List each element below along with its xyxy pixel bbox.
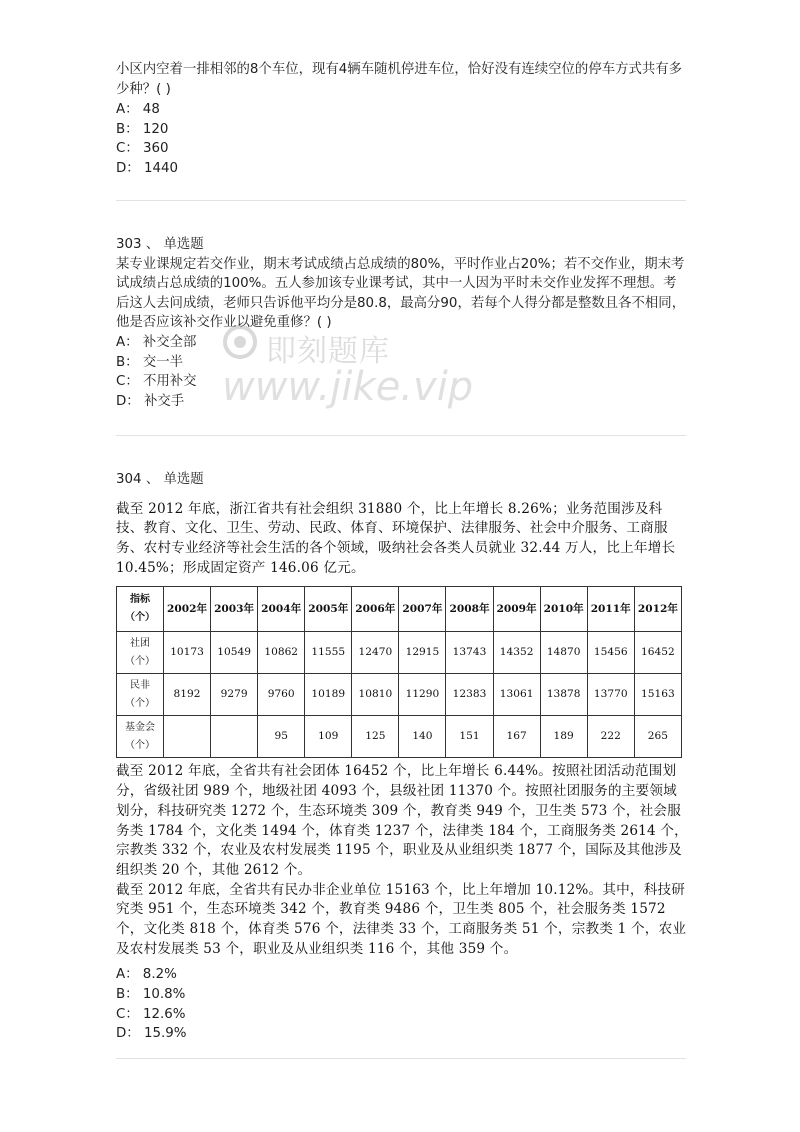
table-cell: 109 bbox=[305, 716, 352, 758]
question-302-option-c[interactable]: C： 360 bbox=[116, 141, 169, 157]
question-303-option-b[interactable]: B： 交一半 bbox=[116, 354, 184, 370]
question-304-paragraph-2: 截至 2012 年底，全省共有社会团体 16452 个，比上年增长 6.44%。按照社团活动范围划分，省级社团 989 个，地级社团 4093 个，县级社团 11370 个。按照社团服务的主要领域划分，科技研究类 1272 个，生态环境类 309 个，教育类 949 个，卫生类 573 个，社会服务类 1784 个，文化类 1494 个，体育类 1237 个，法律类 184 个，工商服务类 2614 个，宗教类 332 个，农业及农村发展类 1195 个，职业及从业组织类 1877 个，国际及其他涉及组织类 20 个，其他 2612 个。 bbox=[116, 763, 688, 878]
table-cell: 10173 bbox=[164, 632, 211, 674]
row-label: 社团 bbox=[130, 637, 150, 649]
table-corner-cell bbox=[117, 587, 164, 632]
question-302 bbox=[116, 60, 688, 179]
table-row-private-non-enterprise bbox=[117, 674, 682, 716]
question-302-option-b[interactable]: B： 120 bbox=[116, 121, 169, 137]
year-header: 2005年 bbox=[305, 587, 352, 632]
table-corner-unit: （个） bbox=[125, 612, 155, 624]
table-cell: 15163 bbox=[634, 674, 681, 716]
table-row-foundations bbox=[117, 716, 682, 758]
table-cell: 16452 bbox=[634, 632, 681, 674]
year-header: 2004年 bbox=[258, 587, 305, 632]
table-cell: 12383 bbox=[446, 674, 493, 716]
question-304-option-d[interactable]: D： 15.9% bbox=[116, 1026, 187, 1042]
question-304-option-b[interactable]: B： 10.8% bbox=[116, 987, 186, 1003]
table-cell: 10862 bbox=[258, 632, 305, 674]
table-cell: 151 bbox=[446, 716, 493, 758]
question-304-paragraph-3: 截至 2012 年底，全省共有民办非企业单位 15163 个，比上年增加 10.12%。其中，科技研究类 951 个，生态环境类 342 个，教育类 9486 个，卫生类 805 个，社会服务类 1572 个，文化类 818 个，体育类 576 个，法律类 33 个，工商服务类 51 个，宗教类 1 个，农业及农村发展类 53 个，职业及从业组织类 116 个，其他 359 个。 bbox=[116, 881, 687, 957]
table-cell: 222 bbox=[587, 716, 634, 758]
table-cell: 10189 bbox=[305, 674, 352, 716]
divider bbox=[116, 435, 686, 436]
question-302-option-a[interactable]: A： 48 bbox=[116, 102, 160, 118]
table-cell bbox=[164, 716, 211, 758]
row-unit: （个） bbox=[125, 697, 155, 709]
question-303 bbox=[116, 235, 688, 411]
row-label-cell bbox=[117, 674, 164, 716]
table-cell: 15456 bbox=[587, 632, 634, 674]
question-304-option-a[interactable]: A： 8.2% bbox=[116, 967, 177, 983]
table-cell: 14352 bbox=[493, 632, 540, 674]
year-header: 2006年 bbox=[352, 587, 399, 632]
question-303-header: 303 、 单选题 bbox=[116, 237, 204, 252]
year-header: 2008年 bbox=[446, 587, 493, 632]
statistics-table bbox=[116, 586, 682, 758]
table-corner-label: 指标 bbox=[130, 594, 150, 606]
table-cell: 125 bbox=[352, 716, 399, 758]
row-label-cell bbox=[117, 632, 164, 674]
year-header: 2007年 bbox=[399, 587, 446, 632]
question-304-header: 304 、 单选题 bbox=[116, 472, 204, 487]
question-304 bbox=[116, 470, 688, 1044]
question-303-option-d[interactable]: D： 补交手 bbox=[116, 393, 185, 409]
year-header: 2009年 bbox=[493, 587, 540, 632]
row-label: 基金会 bbox=[125, 721, 155, 733]
row-label-cell bbox=[117, 716, 164, 758]
divider bbox=[116, 1058, 686, 1059]
table-cell: 11555 bbox=[305, 632, 352, 674]
row-unit: （个） bbox=[125, 739, 155, 751]
question-304-option-c[interactable]: C： 12.6% bbox=[116, 1006, 186, 1022]
year-header: 2003年 bbox=[211, 587, 258, 632]
question-302-text: 小区内空着一排相邻的8个车位，现有4辆车随机停进车位，恰好没有连续空位的停车方式共有多少种？( ) bbox=[116, 62, 683, 97]
row-label: 民非 bbox=[130, 679, 150, 691]
table-cell: 9279 bbox=[211, 674, 258, 716]
year-header: 2012年 bbox=[634, 587, 681, 632]
table-cell: 10810 bbox=[352, 674, 399, 716]
table-cell: 8192 bbox=[164, 674, 211, 716]
table-cell: 13770 bbox=[587, 674, 634, 716]
year-header: 2010年 bbox=[540, 587, 587, 632]
table-cell: 12470 bbox=[352, 632, 399, 674]
table-cell: 12915 bbox=[399, 632, 446, 674]
watermark-url: www.jike.vip bbox=[222, 364, 474, 410]
table-cell: 95 bbox=[258, 716, 305, 758]
table-cell: 189 bbox=[540, 716, 587, 758]
table-cell: 265 bbox=[634, 716, 681, 758]
divider bbox=[116, 200, 686, 201]
year-header: 2002年 bbox=[164, 587, 211, 632]
table-row-social-groups bbox=[117, 632, 682, 674]
table-cell: 167 bbox=[493, 716, 540, 758]
table-header-row bbox=[117, 587, 682, 632]
table-cell: 13743 bbox=[446, 632, 493, 674]
question-303-text: 某专业课规定若交作业，期末考试成绩占总成绩的80%，平时作业占20%；若不交作业，期末考试成绩占总成绩的100%。五人参加该专业课考试，其中一人因为平时未交作业发挥不理想。考后这人去问成绩，老师只告诉他平均分是80.8，最高分90，若每个人得分都是整数且各不相同，他是否应该补交作业以避免重修？( ) bbox=[116, 256, 686, 331]
table-cell: 13061 bbox=[493, 674, 540, 716]
question-303-option-a[interactable]: A： 补交全部 bbox=[116, 334, 197, 350]
question-302-option-d[interactable]: D： 1440 bbox=[116, 160, 179, 176]
question-304-intro: 截至 2012 年底，浙江省共有社会组织 31880 个，比上年增长 8.26%；业务范围涉及科技、教育、文化、卫生、劳动、民政、体育、环境保护、法律服务、社会中介服务、工商服务、农村专业经济等社会生活的各个领域，吸纳社会各类人员就业 32.44 万人，比上年增长 10.45%；形成固定资产 146.06 亿元。 bbox=[116, 500, 676, 576]
row-unit: （个） bbox=[125, 655, 155, 667]
table-cell: 10549 bbox=[211, 632, 258, 674]
table-cell: 140 bbox=[399, 716, 446, 758]
table-cell: 13878 bbox=[540, 674, 587, 716]
year-header: 2011年 bbox=[587, 587, 634, 632]
table-cell bbox=[211, 716, 258, 758]
table-cell: 11290 bbox=[399, 674, 446, 716]
watermark-brand: 即刻题库 bbox=[266, 334, 390, 369]
table-cell: 14870 bbox=[540, 632, 587, 674]
table-cell: 9760 bbox=[258, 674, 305, 716]
question-303-option-c[interactable]: C： 不用补交 bbox=[116, 374, 197, 390]
